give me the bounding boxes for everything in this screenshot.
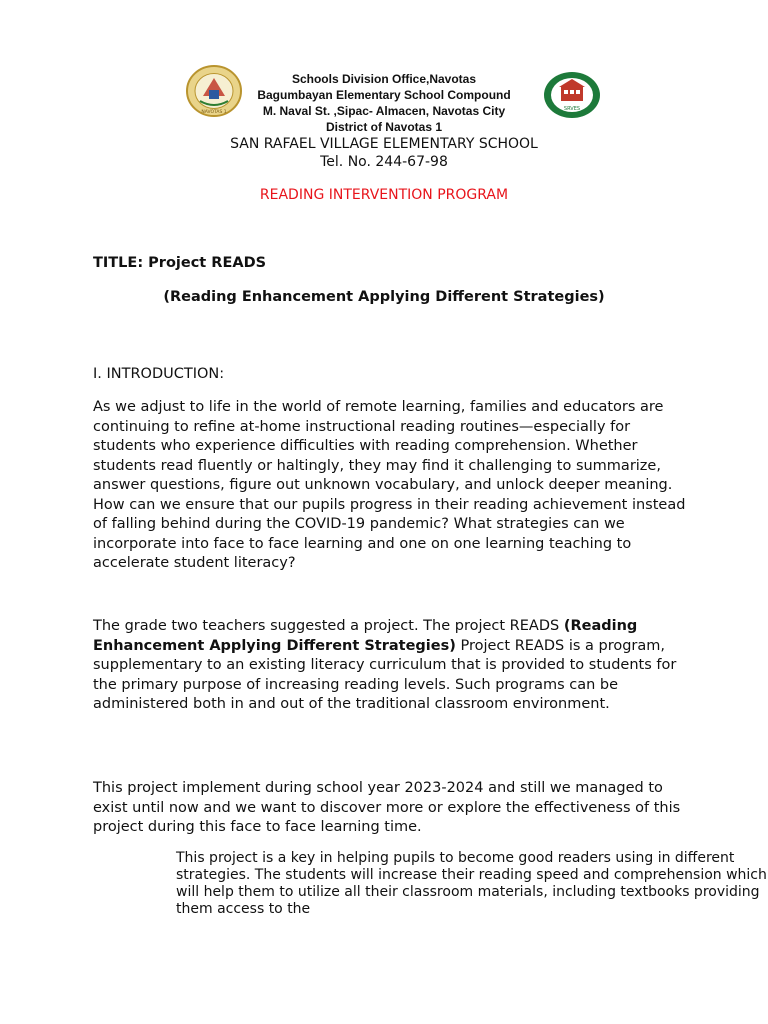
paragraph-2-start: The grade two teachers suggested a project. The project READS: [93, 618, 560, 634]
introduction-paragraph-4: [93, 850, 768, 918]
seal-left-text: NAVOTAS 1: [201, 110, 227, 115]
introduction-paragraph-3: This project implement during school year 2023-2024 and still we managed to exist until now and we want to discover more or explore the effectiveness of this project during this face to face learning time.: [93, 780, 681, 835]
introduction-paragraph-2: [93, 617, 693, 715]
seal-right-text: SRVES: [563, 106, 581, 112]
paragraph-2-bold-title: (Reading Enhancement Applying Different Strategies): [93, 618, 638, 654]
school-name: SAN RAFAEL VILLAGE ELEMENTARY SCHOOL: [230, 136, 538, 152]
school-telephone: Tel. No. 244-67-98: [320, 154, 448, 170]
document-title: TITLE: Project READS: [93, 255, 267, 271]
introduction-heading: I. INTRODUCTION:: [93, 366, 225, 382]
paragraph-2-end: Project READS is a program, supplementary to an existing literacy curriculum that is provided to students for the primary purpose of increasing reading levels. Such programs can be administered both in and out of the traditional classroom environment.: [93, 637, 677, 712]
header-line-district: District of Navotas 1: [325, 120, 443, 134]
introduction-paragraph-1: As we adjust to life in the world of remote learning, families and educators are continuing to refine at-home instructional reading routines—especially for students who experience difficulties with reading comprehension. Whether students read fluently or haltingly, they may find it challenging to summarize, answer questions, figure out unknown vocabulary, and unlock deeper meaning. How can we ensure that our pupils progress in their reading achievement instead of falling behind during the COVID-19 pandemic? What strategies can we incorporate into face to face learning and one on one learning teaching to accelerate student literacy?: [93, 399, 686, 571]
program-title: READING INTERVENTION PROGRAM: [259, 187, 509, 203]
document-subtitle: (Reading Enhancement Applying Different Strategies): [163, 289, 605, 305]
header-line-division: Schools Division Office,Navotas: [291, 72, 477, 86]
paragraph-4-text: This project is a key in helping pupils to become good readers using in different strategies. The students will increase their reading speed and comprehension which will help them to utilize all their classroom materials, including textbooks providing them access to the: [176, 850, 767, 917]
school-seal-logo: [542, 70, 602, 120]
header-line-address: M. Naval St. ,Sipac- Almacen, Navotas City: [262, 104, 506, 118]
header-line-compound: Bagumbayan Elementary School Compound: [257, 88, 511, 102]
